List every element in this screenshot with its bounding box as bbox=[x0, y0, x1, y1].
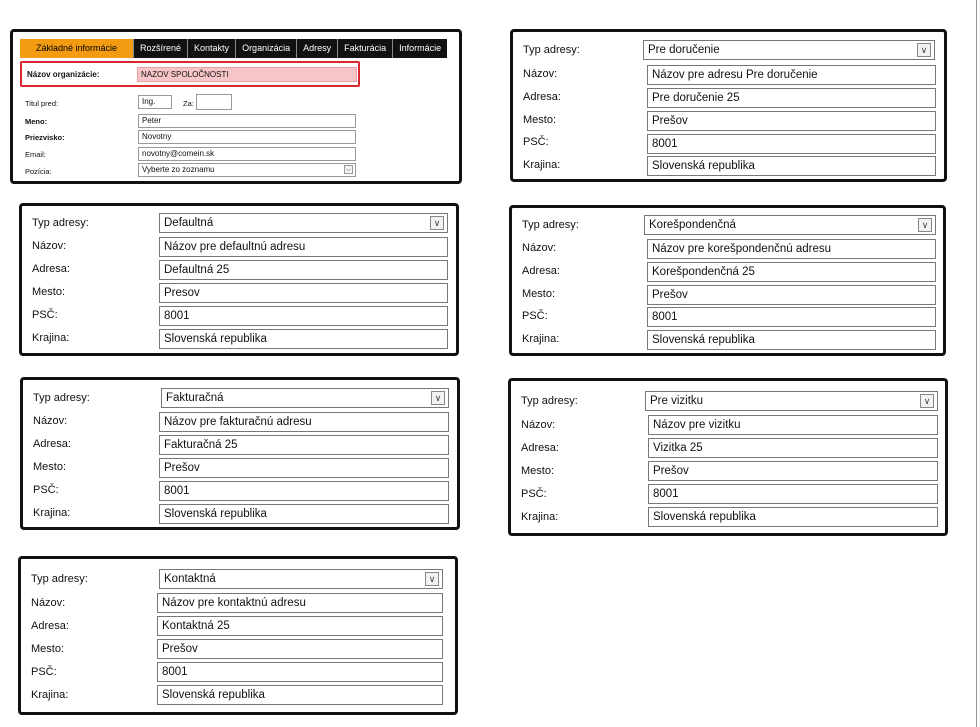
address-input[interactable]: Vizitka 25 bbox=[648, 438, 938, 458]
address-panel-invoicing bbox=[20, 377, 460, 530]
name-label: Názov: bbox=[523, 68, 558, 80]
address-label: Adresa: bbox=[522, 265, 560, 277]
email-input[interactable]: novotny@comein.sk bbox=[138, 147, 356, 161]
position-select-value: Vyberte zo zoznamu bbox=[142, 165, 215, 174]
tab-basic-info[interactable]: Základné informácie bbox=[20, 39, 134, 58]
region-input[interactable]: Slovenská republika bbox=[648, 507, 938, 527]
position-select[interactable] bbox=[138, 163, 356, 177]
chevron-down-icon[interactable]: ⌵ bbox=[344, 165, 353, 174]
tab-bar bbox=[20, 39, 447, 58]
city-input[interactable]: Presov bbox=[159, 283, 448, 303]
city-input[interactable]: Prešov bbox=[648, 461, 938, 481]
region-input[interactable]: Slovenská republika bbox=[157, 685, 443, 705]
address-input[interactable]: Fakturačná 25 bbox=[159, 435, 449, 455]
tab-extended[interactable]: Rozšírené bbox=[134, 39, 188, 58]
zip-input[interactable]: 8001 bbox=[159, 481, 449, 501]
last-name-input[interactable]: Novotny bbox=[138, 130, 356, 144]
address-label: Adresa: bbox=[31, 620, 69, 632]
city-input[interactable]: Prešov bbox=[157, 639, 443, 659]
zip-input[interactable]: 8001 bbox=[648, 484, 938, 504]
address-panel-delivery bbox=[510, 29, 947, 182]
type-label: Typ adresy: bbox=[31, 573, 88, 585]
region-input[interactable]: Slovenská republika bbox=[647, 330, 936, 350]
zip-input[interactable]: 8001 bbox=[157, 662, 443, 682]
city-input[interactable]: Prešov bbox=[647, 285, 936, 305]
organization-panel bbox=[10, 29, 462, 184]
org-name-label: Názov organizácie: bbox=[27, 70, 100, 79]
chevron-down-icon[interactable]: ∨ bbox=[431, 391, 445, 405]
tab-addresses[interactable]: Adresy bbox=[297, 39, 338, 58]
zip-label: PSČ: bbox=[33, 484, 59, 496]
region-input[interactable]: Slovenská republika bbox=[159, 504, 449, 524]
region-label: Krajina: bbox=[31, 689, 69, 701]
address-label: Adresa: bbox=[523, 91, 561, 103]
zip-input[interactable]: 8001 bbox=[159, 306, 448, 326]
chevron-down-icon[interactable]: ∨ bbox=[425, 572, 439, 586]
address-panel-correspondence bbox=[509, 205, 946, 356]
type-label: Typ adresy: bbox=[522, 219, 579, 231]
zip-label: PSČ: bbox=[521, 488, 547, 500]
zip-label: PSČ: bbox=[523, 136, 549, 148]
zip-input[interactable]: 8001 bbox=[647, 307, 936, 327]
name-input[interactable]: Názov pre vizitku bbox=[648, 415, 938, 435]
address-label: Adresa: bbox=[33, 438, 71, 450]
type-label: Typ adresy: bbox=[33, 392, 90, 404]
type-select[interactable] bbox=[643, 40, 935, 60]
city-input[interactable]: Prešov bbox=[159, 458, 449, 478]
type-value: Fakturačná bbox=[166, 392, 224, 404]
type-value: Defaultná bbox=[164, 217, 214, 229]
name-input[interactable]: Názov pre fakturačnú adresu bbox=[159, 412, 449, 432]
type-select[interactable] bbox=[161, 388, 449, 408]
address-label: Adresa: bbox=[521, 442, 559, 454]
position-label: Pozícia: bbox=[25, 167, 52, 176]
name-input[interactable]: Názov pre defaultnú adresu bbox=[159, 237, 448, 257]
first-name-input[interactable]: Peter bbox=[138, 114, 356, 128]
city-label: Mesto: bbox=[523, 114, 557, 126]
region-label: Krajina: bbox=[521, 511, 559, 523]
name-input[interactable]: Názov pre kontaktnú adresu bbox=[157, 593, 443, 613]
type-label: Typ adresy: bbox=[521, 395, 578, 407]
city-label: Mesto: bbox=[521, 465, 555, 477]
city-label: Mesto: bbox=[522, 288, 556, 300]
name-label: Názov: bbox=[521, 419, 556, 431]
city-label: Mesto: bbox=[33, 461, 67, 473]
type-label: Typ adresy: bbox=[523, 44, 580, 56]
region-label: Krajina: bbox=[32, 332, 70, 344]
first-name-label: Meno: bbox=[25, 117, 48, 126]
zip-label: PSČ: bbox=[522, 310, 548, 322]
type-value: Kontaktná bbox=[164, 573, 216, 585]
chevron-down-icon[interactable]: ∨ bbox=[917, 43, 931, 57]
chevron-down-icon[interactable]: ∨ bbox=[430, 216, 444, 230]
city-input[interactable]: Prešov bbox=[647, 111, 936, 131]
title-after-input[interactable] bbox=[196, 94, 232, 110]
name-label: Názov: bbox=[33, 415, 68, 427]
region-label: Krajina: bbox=[522, 333, 560, 345]
org-name-row bbox=[20, 61, 360, 87]
region-input[interactable]: Slovenská republika bbox=[159, 329, 448, 349]
address-panel-business-card bbox=[508, 378, 948, 536]
tab-contacts[interactable]: Kontakty bbox=[188, 39, 236, 58]
address-input[interactable]: Kontaktná 25 bbox=[157, 616, 443, 636]
chevron-down-icon[interactable]: ∨ bbox=[920, 394, 934, 408]
address-label: Adresa: bbox=[32, 263, 70, 275]
title-before-input[interactable]: Ing. bbox=[138, 95, 172, 109]
name-label: Názov: bbox=[31, 597, 66, 609]
address-input[interactable]: Pre doručenie 25 bbox=[647, 88, 936, 108]
type-value: Pre vizitku bbox=[650, 395, 704, 407]
region-input[interactable]: Slovenská republika bbox=[647, 156, 936, 176]
zip-input[interactable]: 8001 bbox=[647, 134, 936, 154]
scrollbar-track[interactable] bbox=[976, 0, 980, 727]
region-label: Krajina: bbox=[33, 507, 71, 519]
tab-invoicing[interactable]: Fakturácia bbox=[338, 39, 393, 58]
city-label: Mesto: bbox=[31, 643, 65, 655]
type-label: Typ adresy: bbox=[32, 217, 89, 229]
address-input[interactable]: Defaultná 25 bbox=[159, 260, 448, 280]
type-value: Pre doručenie bbox=[648, 44, 720, 56]
address-panel-default bbox=[19, 203, 459, 356]
address-panel-contact bbox=[18, 556, 458, 715]
last-name-label: Priezvisko: bbox=[25, 133, 65, 142]
type-select[interactable] bbox=[645, 391, 938, 411]
type-select[interactable] bbox=[159, 569, 443, 589]
name-input[interactable]: Názov pre korešpondenčnú adresu bbox=[647, 239, 936, 259]
tab-organization[interactable]: Organizácia bbox=[236, 39, 297, 58]
region-label: Krajina: bbox=[523, 159, 561, 171]
type-value: Korešpondenčná bbox=[649, 219, 736, 231]
email-label: Email: bbox=[25, 150, 46, 159]
name-label: Názov: bbox=[32, 240, 67, 252]
type-select[interactable] bbox=[644, 215, 936, 235]
zip-label: PSČ: bbox=[32, 309, 58, 321]
zip-label: PSČ: bbox=[31, 666, 57, 678]
title-before-label: Titul pred: bbox=[25, 99, 59, 108]
chevron-down-icon[interactable]: ∨ bbox=[918, 218, 932, 232]
tab-information[interactable]: Informácie bbox=[399, 43, 442, 53]
address-input[interactable]: Korešpondenčná 25 bbox=[647, 262, 936, 282]
name-label: Názov: bbox=[522, 242, 557, 254]
org-name-input[interactable]: NAZOV SPOLOČNOSTI bbox=[137, 67, 357, 82]
city-label: Mesto: bbox=[32, 286, 66, 298]
type-select[interactable] bbox=[159, 213, 448, 233]
title-after-label: Za: bbox=[183, 99, 194, 108]
name-input[interactable]: Názov pre adresu Pre doručenie bbox=[647, 65, 936, 85]
